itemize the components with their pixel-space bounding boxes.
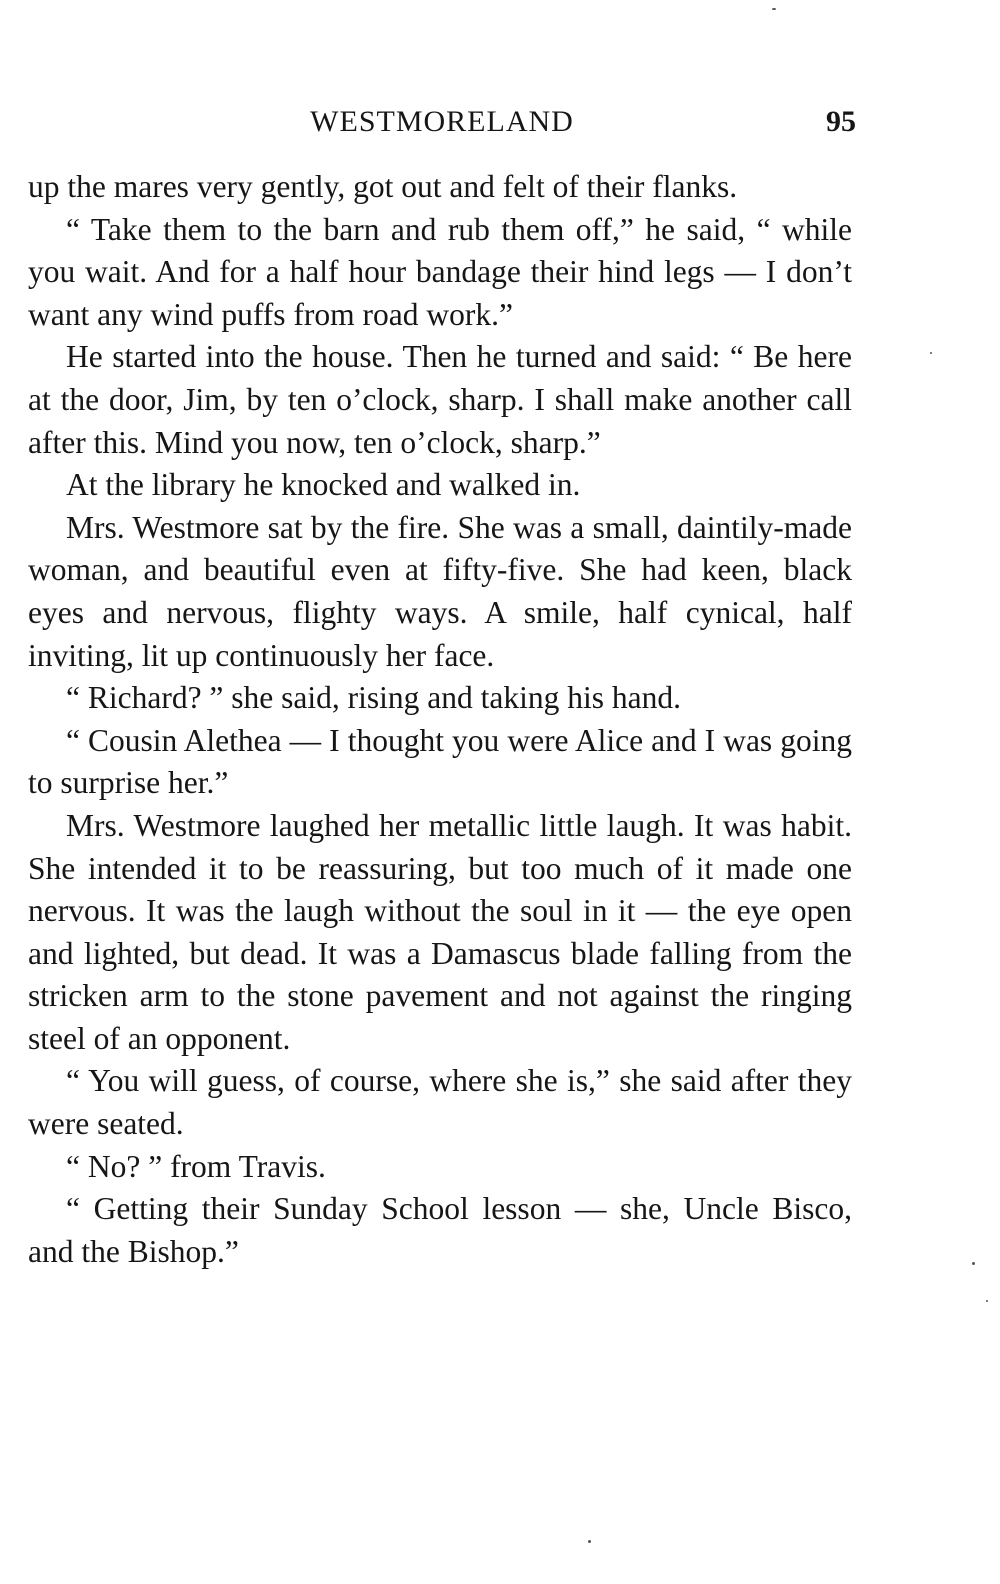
paragraph-10: “ No? ” from Travis.	[66, 1148, 326, 1184]
paragraph-1: up the mares very gently, got out and felt of their flanks.	[28, 169, 738, 204]
scan-speck	[972, 1262, 975, 1265]
scan-speck	[588, 1540, 591, 1543]
running-head	[28, 100, 856, 144]
paragraph-11: “ Getting their Sunday School lesson — she, Uncle Bisco, and the Bishop.”	[28, 1191, 852, 1269]
paragraph-5: Mrs. Westmore sat by the fire. She was a small, daintily-made woman, and beautiful even at fifty-five. She had keen, black eyes and nervous, flighty ways. A smile, half cynical, half inviting, lit up continuously her face.	[28, 509, 852, 673]
paragraph-3: He started into the house. Then he turned and said: “ Be here at the door, Jim, by ten o’clock, sharp. I shall make another call after this. Mind you now, ten o’clock, sharp.”	[28, 339, 852, 460]
scan-speck	[930, 352, 932, 354]
scan-speck	[986, 1300, 988, 1302]
paragraph-4: At the library he knocked and walked in.	[66, 467, 581, 503]
paragraph-9: “ You will guess, of course, where she is,” she said after they were seated.	[28, 1063, 852, 1142]
scan-speck	[772, 8, 776, 10]
paragraph-8: Mrs. Westmore laughed her metallic little laugh. It was habit. She intended it to be reassuring, but too much of it made one nervous. It was the laugh without the soul in it — the eye open and lighted, but dead. It was a Damascus blade falling from the stricken arm to the stone pavement and not against the ringing steel of an opponent.	[28, 807, 852, 1056]
paragraph-7: “ Cousin Alethea — I thought you were Alice and I was going to surprise her.”	[28, 722, 852, 801]
body-text	[28, 166, 852, 1273]
running-title: WESTMORELAND	[310, 105, 574, 138]
page-number: 95	[826, 105, 856, 138]
paragraph-2: “ Take them to the barn and rub them off,” he said, “ while you wait. And for a half hour bandage their hind legs — I don’t want any wind puffs from road work.”	[28, 211, 852, 332]
paragraph-6: “ Richard? ” she said, rising and taking his hand.	[66, 680, 681, 716]
